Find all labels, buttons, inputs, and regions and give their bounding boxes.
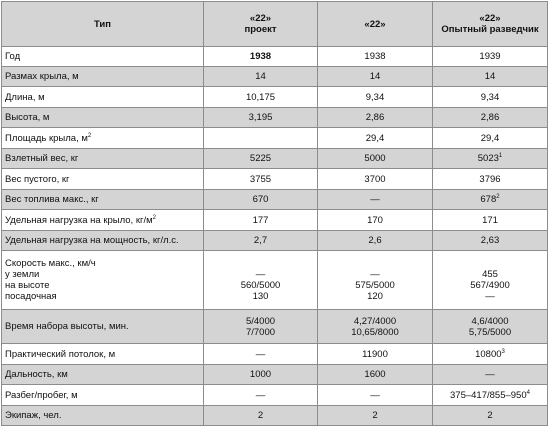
cell-project: 670 [204, 190, 318, 210]
row-label: Размах крыла, м [2, 67, 204, 87]
table-row [2, 365, 548, 385]
cell-project: 1000 [204, 365, 318, 385]
row-label-line: посадочная [5, 291, 57, 302]
cell-recon-text: 10800 [475, 348, 502, 360]
col-project-header [204, 2, 318, 47]
footnote-marker: 2 [496, 194, 500, 200]
cell-recon [433, 251, 548, 310]
row-label: Экипаж, чел. [2, 406, 204, 426]
cell-recon: 9,34 [433, 87, 548, 108]
row-label: Вес пустого, кг [2, 169, 204, 190]
spec-table [1, 1, 548, 426]
row-label: Разбег/пробег, м [2, 385, 204, 406]
cell-line: 4,6/4000 [471, 315, 509, 327]
cell-project: 10,175 [204, 87, 318, 108]
cell-recon [433, 190, 548, 210]
footnote-marker: 1 [498, 153, 503, 159]
cell-line: 567/4900 [470, 280, 510, 291]
cell-line: 130 [252, 291, 269, 302]
cell-line: 575/5000 [355, 280, 395, 291]
col-recon-line2: Опытный разведчик [441, 24, 539, 35]
cell-project: 5225 [204, 149, 318, 169]
cell-line: — [255, 269, 266, 280]
col-22-line1: «22» [364, 18, 386, 30]
table-row [2, 87, 548, 108]
cell-22: 9,34 [318, 87, 433, 108]
row-label-line: Скорость макс., км/ч [5, 258, 96, 269]
row-label: Высота, м [2, 108, 204, 128]
cell-line: 560/5000 [240, 280, 281, 291]
cell-line: — [370, 269, 380, 280]
col-recon-line1: «22» [479, 13, 501, 24]
row-label: Год [2, 47, 204, 67]
table-row [2, 67, 548, 87]
cell-recon: 171 [433, 210, 548, 231]
type-header: Тип [2, 2, 204, 47]
cell-recon-text: 678 [480, 194, 497, 205]
row-label-superscript: 2 [87, 132, 92, 139]
table-row [2, 310, 548, 344]
cell-22: 3700 [318, 169, 433, 190]
cell-22: 2 [318, 406, 433, 426]
cell-recon: 2,63 [433, 231, 548, 251]
table-row [2, 231, 548, 251]
cell-22 [318, 310, 433, 344]
cell-recon: — [433, 365, 548, 385]
table-row [2, 128, 548, 149]
cell-project [204, 310, 318, 344]
cell-project [204, 251, 318, 310]
cell-recon-text: 5023 [477, 153, 499, 164]
cell-line: 455 [482, 269, 498, 280]
col-project-line2: проект [244, 24, 277, 35]
footnote-marker: 3 [501, 348, 505, 355]
cell-project: — [204, 385, 318, 406]
table-row [2, 385, 548, 406]
cell-project: 14 [204, 67, 318, 87]
cell-22: — [318, 385, 433, 406]
cell-22: 5000 [318, 149, 433, 169]
table-row [2, 344, 548, 365]
row-label-text: Площадь крыла, м [5, 132, 88, 144]
cell-recon [433, 385, 548, 406]
cell-recon: 29,4 [433, 128, 548, 149]
table-row [2, 47, 548, 67]
row-label: Взлетный вес, кг [2, 149, 204, 169]
table-row [2, 406, 548, 426]
cell-22: 29,4 [318, 128, 433, 149]
cell-recon: 2 [433, 406, 548, 426]
table-row [2, 251, 548, 310]
row-label [2, 251, 204, 310]
row-label-line: на высоте [5, 280, 50, 291]
cell-22 [318, 251, 433, 310]
cell-line: 4,27/4000 [353, 315, 397, 327]
cell-line: 10,65/8000 [351, 326, 399, 338]
cell-line: — [485, 291, 495, 302]
row-label-superscript: 2 [152, 214, 156, 221]
cell-project [204, 128, 318, 149]
cell-recon: 3796 [433, 169, 548, 190]
cell-22: 2,86 [318, 108, 433, 128]
col-22-header [318, 2, 433, 47]
cell-project: 3755 [204, 169, 318, 190]
row-label: Практический потолок, м [2, 344, 204, 365]
table-row [2, 210, 548, 231]
cell-recon [433, 149, 548, 169]
cell-recon: 2,86 [433, 108, 548, 128]
cell-project: 3,195 [204, 108, 318, 128]
cell-recon: 14 [433, 67, 548, 87]
cell-22: 14 [318, 67, 433, 87]
cell-project: 1938 [204, 47, 318, 67]
header-row [2, 2, 548, 47]
cell-recon [433, 310, 548, 344]
row-label: Время набора высоты, мин. [2, 310, 204, 344]
table-row [2, 169, 548, 190]
cell-line: 120 [367, 291, 383, 302]
col-project-line1: «22» [249, 13, 272, 24]
cell-project: 177 [204, 210, 318, 231]
col-recon-header [433, 2, 548, 47]
cell-22: 170 [318, 210, 433, 231]
row-label-text: Удельная нагрузка на крыло, кг/м [5, 214, 153, 226]
row-label: Дальность, км [2, 365, 204, 385]
footnote-marker: 4 [526, 389, 530, 396]
table-row [2, 149, 548, 169]
table-row [2, 190, 548, 210]
cell-22: 11900 [318, 344, 433, 365]
row-label-line: у земли [5, 269, 40, 280]
cell-22: — [318, 190, 433, 210]
cell-project: — [204, 344, 318, 365]
cell-22: 1600 [318, 365, 433, 385]
table-row [2, 108, 548, 128]
row-label: Удельная нагрузка на мощность, кг/л.с. [2, 231, 204, 251]
cell-project: 2 [204, 406, 318, 426]
cell-line: 5/4000 [245, 315, 276, 327]
cell-project: 2,7 [204, 231, 318, 251]
cell-recon [433, 344, 548, 365]
cell-recon-text: 375–417/855–950 [450, 389, 527, 401]
cell-line: 7/7000 [245, 326, 276, 338]
cell-recon: 1939 [433, 47, 548, 67]
row-label [2, 210, 204, 231]
row-label: Длина, м [2, 87, 204, 108]
row-label [2, 128, 204, 149]
cell-line: 5,75/5000 [468, 326, 512, 338]
row-label: Вес топлива макс., кг [2, 190, 204, 210]
cell-22: 1938 [318, 47, 433, 67]
cell-22: 2,6 [318, 231, 433, 251]
